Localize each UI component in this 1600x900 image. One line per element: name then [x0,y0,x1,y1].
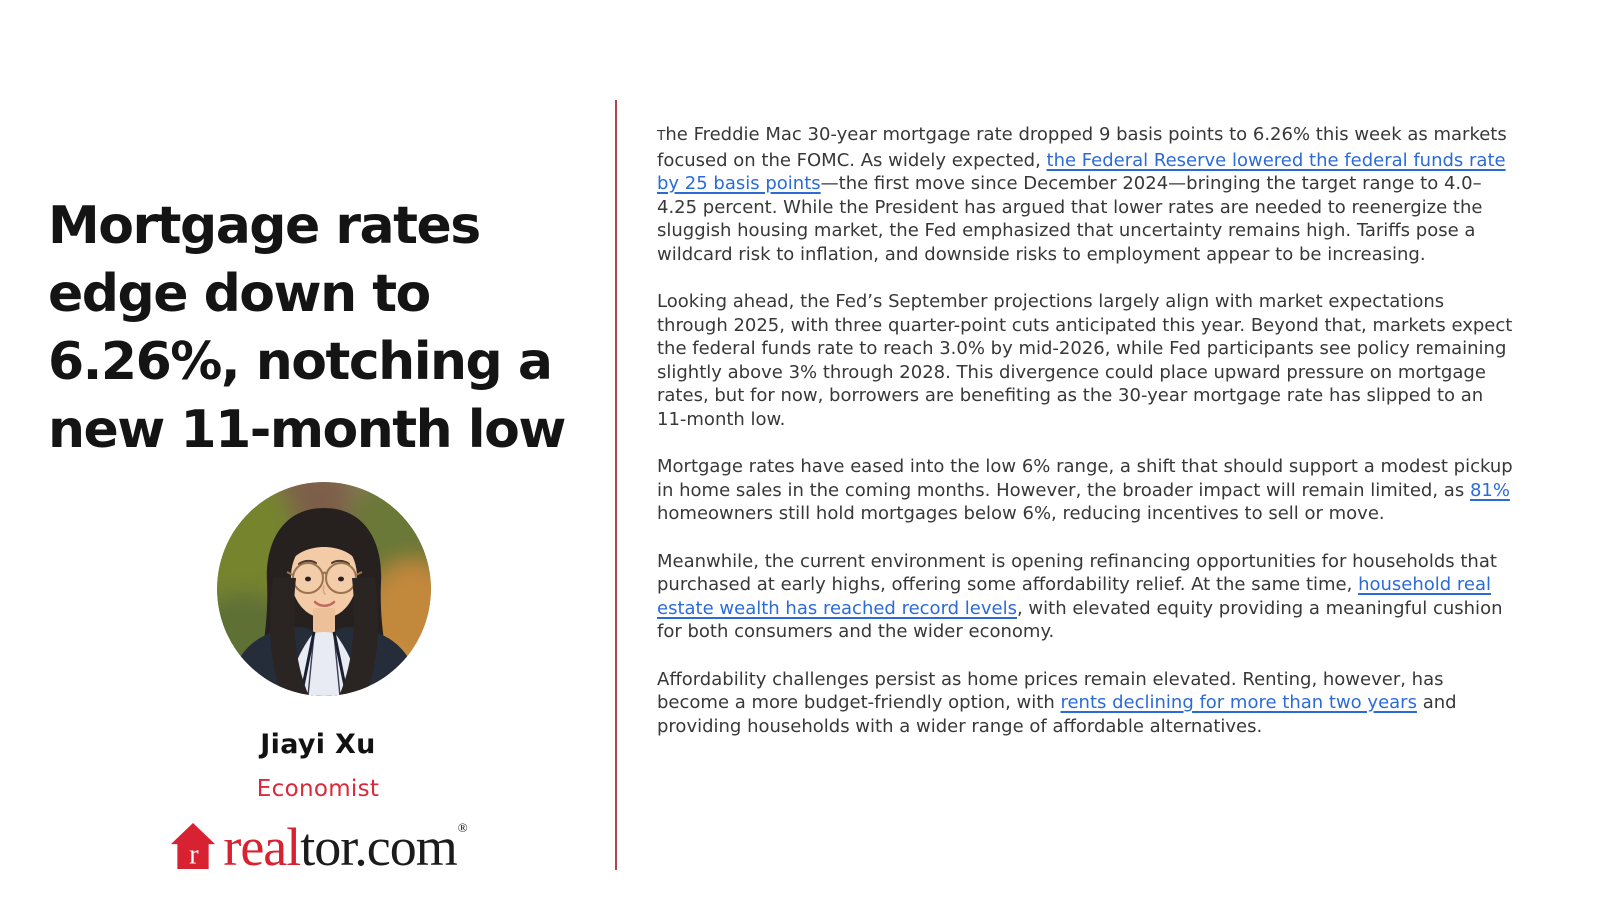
inline-link[interactable]: rents declining for more than two years [1060,692,1417,713]
registered-trademark-symbol: ® [457,820,467,835]
paragraph-text: Mortgage rates have eased into the low 6% range, a shift that should support a modest pickup in home sales in the coming months. However, the broader impact will remain limited, as [657,456,1513,501]
author-photo [217,482,431,696]
paragraph-text: Meanwhile, the current environment is opening refinancing opportunities for households that purchased at early highs, offering some affordability relief. At the same time, [657,550,1497,595]
author-photo-illustration [217,482,431,696]
paragraph-text: T [657,128,666,144]
headline-line: Mortgage rates [48,195,480,256]
page-title [48,192,608,464]
author-title: Economist [256,776,380,802]
article-body [657,123,1513,762]
realtor-house-icon [170,822,216,870]
author-name: Jiayi Xu [260,729,376,760]
paragraph-text: homeowners still hold mortgages below 6%, reducing incentives to sell or move. [657,503,1385,524]
paragraph-text: —the first move since December 2024—bringing the target range to 4.0–4.25 percent. While the President has argued that lower rates are needed to reenergize the sluggish housing market, the Fed emphasized that uncertainty remains high. Tariffs pose a wildcard risk to inflation, and downside risks to employment appear to be increasing. [657,173,1483,265]
realtor-wordmark [223,817,467,877]
article-paragraph [657,550,1513,644]
realtor-wordmark-real: real [223,817,301,877]
paragraph-text: , with elevated equity providing a meaningful cushion for both consumers and the wider economy. [657,597,1503,642]
headline-line: new 11-month low [48,399,565,460]
column-divider [615,100,617,870]
inline-link[interactable]: household real estate wealth has reached record levels [657,574,1492,619]
article-paragraph [657,668,1513,739]
realtor-wordmark-torcom: tor.com [300,817,457,877]
headline-line: 6.26%, notching a [48,331,552,392]
article-paragraph [657,455,1513,526]
headline-line: edge down to [48,263,430,324]
article-paragraph [657,290,1513,431]
inline-link[interactable]: 81% [1469,479,1510,501]
inline-link[interactable]: the Federal Reserve lowered the federal funds rate by 25 basis points [657,149,1506,194]
paragraph-text: and providing households with a wider range of affordable alternatives. [657,692,1457,737]
paragraph-text: Looking ahead, the Fed’s September projections largely align with market expectations through 2025, with three quarter-point cuts anticipated this year. Beyond that, markets expect the federal funds rate to reach 3.0% by mid-2026, while Fed participants see policy remaining slightly above 3% through 2028. This divergence could place upward pressure on mortgage rates, but for now, borrowers are benefiting as the 30-year mortgage rate has slipped to an 11-month low. [657,291,1513,430]
paragraph-text: Affordability challenges persist as home prices remain elevated. Renting, however, has become a more budget-friendly option, with [657,668,1444,713]
realtor-logo [48,817,588,877]
article-paragraph [657,123,1513,266]
svg-text:r: r [189,839,200,870]
paragraph-text: he Freddie Mac 30-year mortgage rate dropped 9 basis points to 6.26% this week as markets focused on the FOMC. As widely expected, [657,124,1507,171]
